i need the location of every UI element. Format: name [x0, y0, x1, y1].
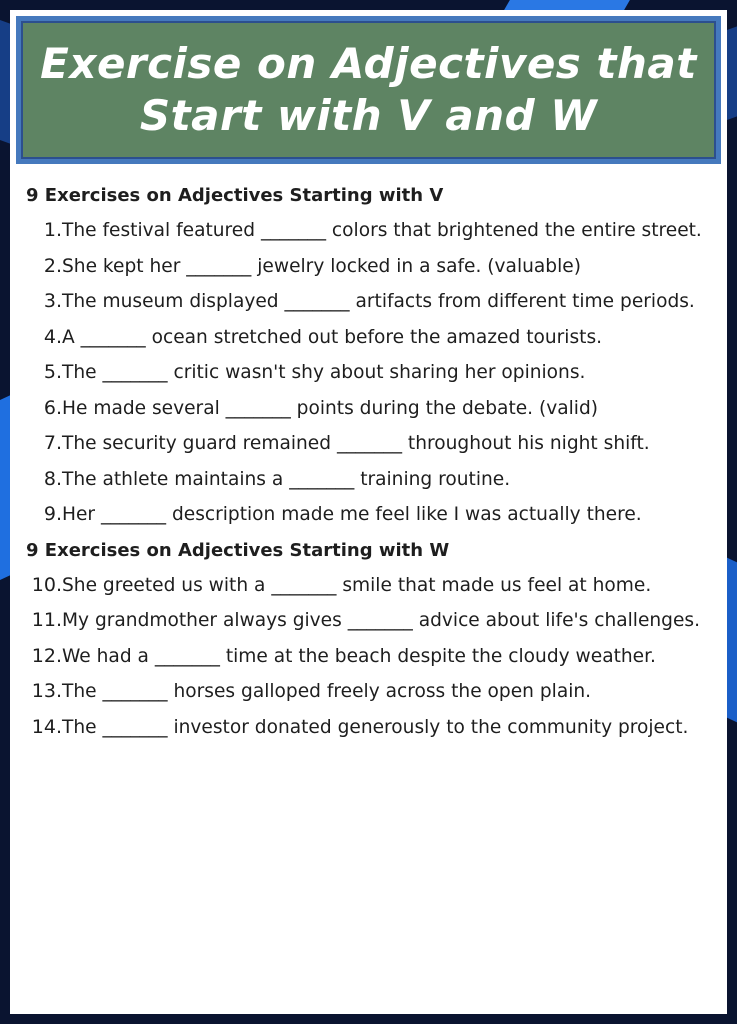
exercise-item — [10, 639, 727, 675]
item-number: 7. — [43, 432, 62, 454]
exercise-item — [10, 568, 727, 604]
exercise-item — [10, 249, 727, 285]
worksheet-card — [10, 10, 727, 1014]
item-text: We had a _______ time at the beach despite the cloudy weather. — [62, 645, 656, 667]
item-number: 10. — [31, 573, 62, 596]
exercise-item — [10, 603, 727, 639]
item-text: The _______ critic wasn't shy about sharing her opinions. — [62, 362, 586, 383]
item-text: Her _______ description made me feel like I was actually there. — [62, 504, 642, 525]
item-text: The security guard remained _______ throughout his night shift. — [62, 433, 650, 454]
item-text: My grandmother always gives _______ advice about life's challenges. — [62, 610, 701, 631]
exercise-item — [10, 355, 727, 391]
item-number: 3. — [43, 290, 62, 312]
exercise-item — [10, 213, 727, 249]
item-number: 12. — [31, 644, 62, 667]
item-number: 14. — [31, 715, 62, 738]
exercise-list — [10, 568, 727, 746]
item-text: He made several _______ points during the debate. (valid) — [62, 397, 599, 419]
item-number: 13. — [31, 680, 62, 702]
exercise-content — [10, 178, 727, 745]
exercise-item — [10, 426, 727, 462]
item-text: The _______ horses galloped freely across the open plain. — [62, 681, 592, 702]
exercise-item — [10, 320, 727, 356]
title-banner — [16, 16, 721, 164]
item-text: The athlete maintains a _______ training routine. — [62, 468, 511, 490]
item-number: 1. — [43, 219, 62, 241]
title-banner-inner — [21, 21, 716, 159]
item-number: 8. — [43, 467, 62, 490]
item-number: 9. — [43, 503, 62, 525]
page-title: Exercise on Adjectives that Start with V and W — [40, 39, 697, 140]
exercise-item — [10, 462, 727, 498]
item-number: 2. — [43, 254, 62, 277]
exercise-item — [10, 391, 727, 427]
item-text: The festival featured _______ colors that brightened the entire street. — [62, 220, 702, 241]
item-number: 5. — [43, 361, 62, 383]
exercise-item — [10, 284, 727, 320]
item-text: She kept her _______ jewelry locked in a safe. (valuable) — [62, 255, 581, 277]
section-w — [10, 533, 727, 746]
item-number: 4. — [43, 325, 62, 348]
item-text: A _______ ocean stretched out before the amazed tourists. — [62, 326, 603, 348]
exercise-item — [10, 497, 727, 533]
section-v — [10, 178, 727, 533]
item-text: The museum displayed _______ artifacts from different time periods. — [62, 291, 695, 312]
item-number: 11. — [31, 609, 62, 631]
section-heading: 9 Exercises on Adjectives Starting with V — [26, 185, 444, 206]
exercise-item — [10, 674, 727, 710]
item-number: 6. — [43, 396, 62, 419]
exercise-item — [10, 710, 727, 746]
section-heading: 9 Exercises on Adjectives Starting with W — [26, 539, 450, 561]
item-text: The _______ investor donated generously to the community project. — [62, 716, 689, 738]
item-text: She greeted us with a _______ smile that made us feel at home. — [62, 574, 652, 596]
exercise-list — [10, 213, 727, 533]
